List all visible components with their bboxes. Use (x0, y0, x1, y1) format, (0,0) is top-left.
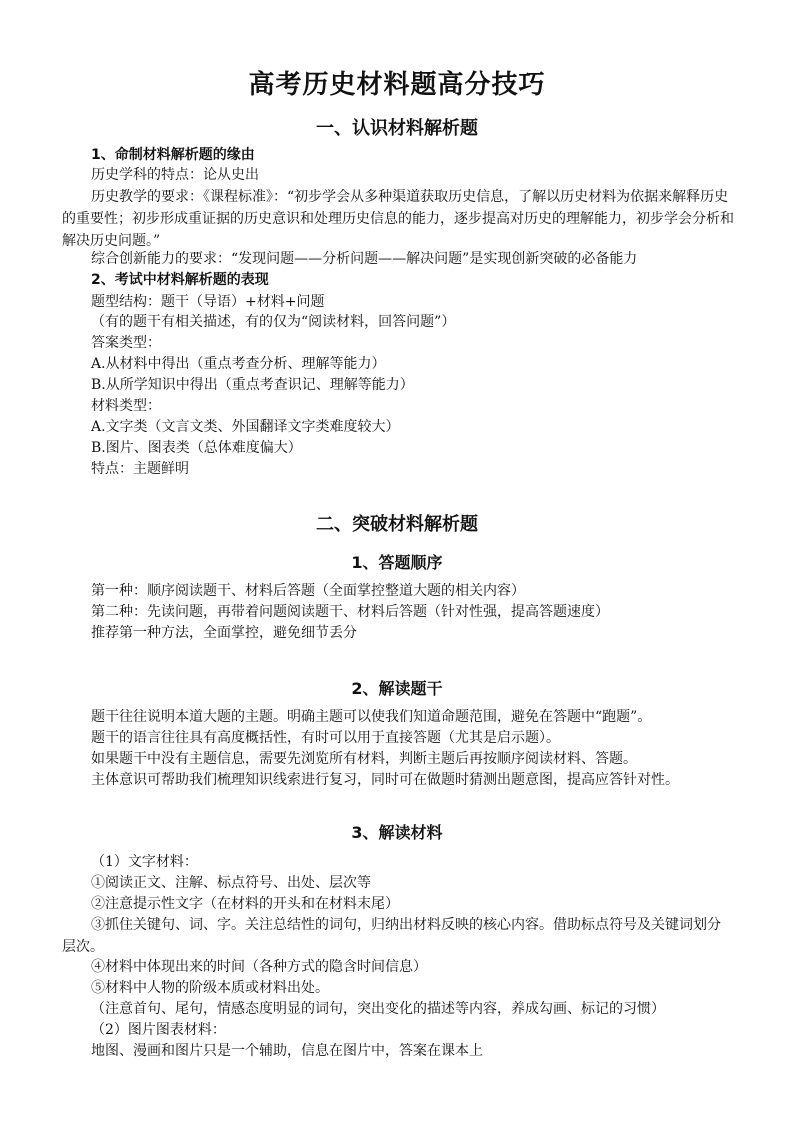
subsection-heading-order: 1、答题顺序 (351, 553, 443, 572)
paragraph: ⑤材料中人物的阶级本质或材料出处。 (91, 980, 329, 996)
paragraph: 题干的语言往往具有高度概括性，有时可以用于直接答题（尤其是启示题）。 (91, 730, 560, 746)
paragraph: （1）文字材料： (91, 854, 198, 870)
paragraph: 主体意识可帮助我们梳理知识线索进行复习，同时可在做题时猜测出题意图，提高应答针对性。 (91, 772, 679, 788)
paragraph: 推荐第一种方法，全面掌控，避免细节丢分 (91, 625, 357, 641)
paragraph: ②注意提示性文字（在材料的开头和在材料末尾） (91, 896, 399, 912)
paragraph: ①阅读正文、注解、标点符号、出处、层次等 (91, 875, 371, 891)
paragraph: 材料类型： (91, 398, 161, 414)
paragraph: B.从所学知识中得出（重点考查识记、理解等能力） (91, 377, 414, 393)
paragraph: 题型结构：题干（导语）+材料+问题 (91, 294, 325, 310)
paragraph: 地图、漫画和图片只是一个辅助，信息在图片中，答案在课本上 (91, 1043, 483, 1059)
paragraph: B.图片、图表类（总体难度偏大） (91, 440, 302, 456)
paragraph: 第二种：先读问题，再带着问题阅读题干、材料后答题（针对性强，提高答题速度） (91, 604, 609, 620)
subsection-heading-stem: 2、解读题干 (351, 679, 443, 698)
paragraph: 特点：主题鲜明 (91, 461, 189, 477)
subheading-exam: 2、考试中材料解析题的表现 (91, 272, 269, 288)
paragraph: 答案类型： (91, 335, 161, 351)
paragraph: ④材料中体现出来的时间（各种方式的隐含时间信息） (91, 959, 427, 975)
paragraph: A.从材料中得出（重点考查分析、理解等能力） (91, 356, 386, 372)
paragraph: 第一种：顺序阅读题干、材料后答题（全面掌控整道大题的相关内容） (91, 583, 525, 599)
section-heading-1: 一、认识材料解析题 (316, 118, 478, 139)
paragraph: A.文字类（文言文类、外国翻译文字类难度较大） (91, 419, 400, 435)
paragraph: 历史教学的要求：《课程标准》：“初步学会从多种渠道获取历史信息，了解以历史材料为依据来解释历史的重要性；初步形成重证据的历史意识和处理历史信息的能力，逐步提高对历史的理解能力，初步学会分析和解决历史问题。” (62, 189, 734, 249)
paragraph: （2）图片图表材料： (91, 1022, 226, 1038)
paragraph: 题干往往说明本道大题的主题。明确主题可以使我们知道命题范围，避免在答题中“跑题”。 (91, 709, 652, 725)
paragraph: 历史学科的特点：论从史出 (91, 167, 259, 183)
paragraph: （注意首句、尾句，情感态度明显的词句，突出变化的描述等内容，养成勾画、标记的习惯） (91, 1001, 665, 1017)
paragraph: （有的题干有相关描述，有的仅为“阅读材料，回答问题”） (91, 314, 456, 330)
section-heading-2: 二、突破材料解析题 (316, 514, 478, 535)
page-title: 高考历史材料题高分技巧 (248, 70, 546, 100)
paragraph: ③抓住关键句、词、字。关注总结性的词句，归纳出材料反映的核心内容。借助标点符号及关键词划分层次。 (62, 917, 721, 955)
subsection-heading-material: 3、解读材料 (351, 823, 443, 842)
subheading-reason: 1、命制材料解析题的缘由 (91, 147, 255, 163)
paragraph: 如果题干中没有主题信息，需要先浏览所有材料，判断主题后再按顺序阅读材料、答题。 (91, 751, 637, 767)
paragraph: 综合创新能力的要求：“发现问题——分析问题——解决问题”是实现创新突破的必备能力 (91, 251, 638, 267)
